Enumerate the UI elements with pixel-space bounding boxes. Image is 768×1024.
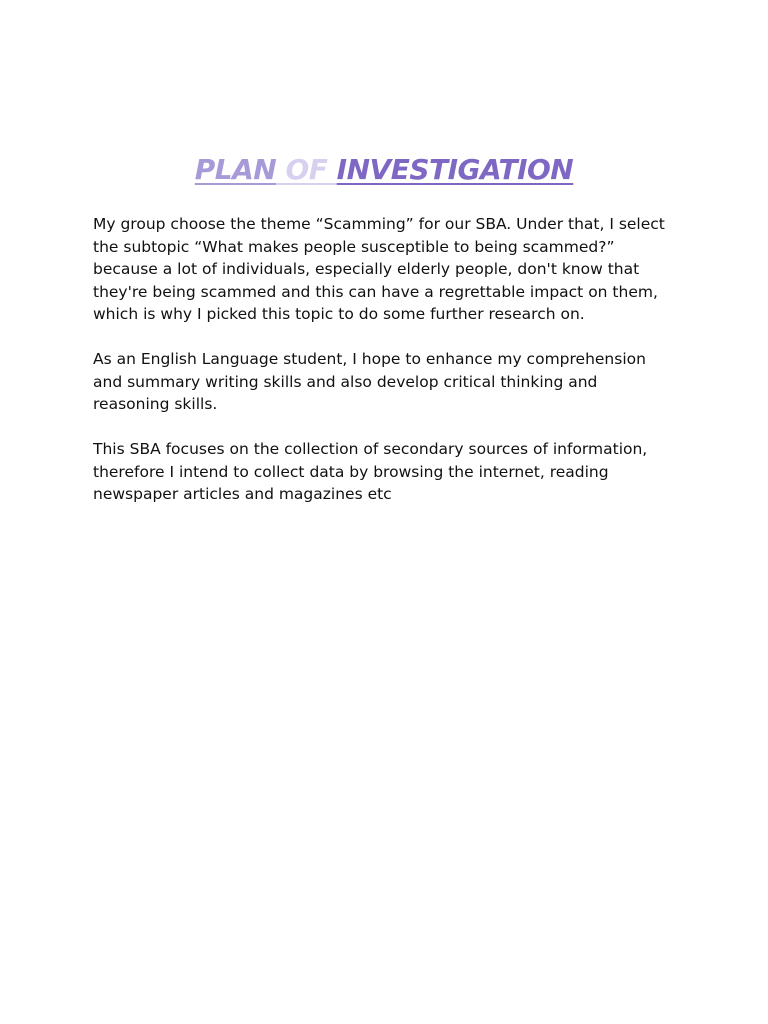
body-text [93,213,693,528]
paragraph-theme: My group choose the theme “Scamming” for our SBA. Under that, I select the subtopic “What makes people susceptible to being scammed?” because a lot of individuals, especially elderly people, don't know that they're being scammed and this can have a regrettable impact on them, which is why I picked this topic to do some further research on. [93,215,665,323]
title-word-of [276,153,336,186]
title-word-of-text: OF [285,153,328,186]
title-word-investigation: INVESTIGATION [336,153,574,186]
page-title [0,152,768,188]
paragraph-goals: As an English Language student, I hope to enhance my comprehension and summary writing skills and also develop critical thinking and reasoning skills. [93,350,646,413]
paragraph-method: This SBA focuses on the collection of secondary sources of information, therefore I intend to collect data by browsing the internet, reading newspaper articles and magazines etc [93,440,648,503]
title-word-plan: PLAN [194,153,277,186]
